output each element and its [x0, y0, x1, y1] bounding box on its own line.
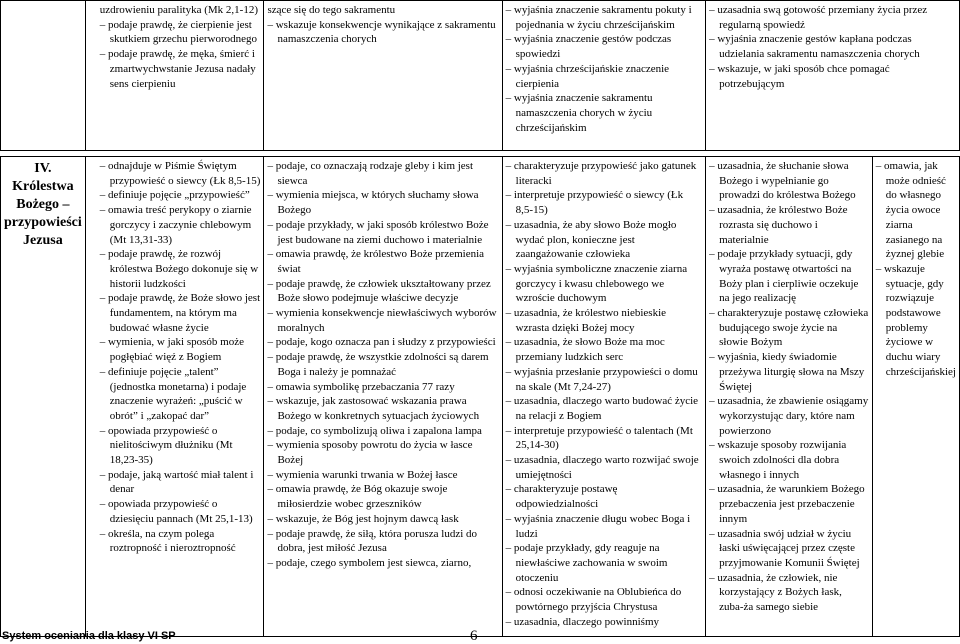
- list-item: – opowiada przypowieść o dziesięciu pannach (Mt 25,1-13): [100, 497, 261, 526]
- list-item: – podaje prawdę, że męka, śmierć i zmartwychwstanie Jezusa nadały sens cierpieniu: [100, 47, 261, 91]
- list-item: – podaje prawdę, że siłą, która porusza ludzi do dobra, jest miłość Jezusa: [267, 527, 498, 556]
- list-item: – odnajduje w Piśmie Świętym przypowieść o siewcy (Łk 8,5-15): [100, 159, 261, 188]
- list-item: – podaje, kogo oznacza pan i słudzy z przypowieści: [267, 335, 498, 350]
- list-item: – interpretuje przypowieść o talentach (Mt 25,14-30): [506, 424, 702, 453]
- list-item: – podaje, czego symbolem jest siewca, ziarno,: [267, 556, 498, 571]
- list-item: – definiuje pojęcie „talent” (jednostka monetarna) i podaje znaczenie wyrażeń: „puścić w obrót” i „zakopać dar”: [100, 365, 261, 424]
- list-item: – podaje prawdę, że cierpienie jest skutkiem grzechu pierworodnego: [100, 18, 261, 47]
- list-item: – uzasadnia swą gotowość przemiany życia przez regularną spowiedź: [709, 3, 956, 32]
- topic-title: IV. Królestwa Bożego – przypowieści Jezusa: [1, 157, 86, 637]
- list-item: – uzasadnia, że warunkiem Bożego przebaczenia jest przebaczenie innym: [709, 482, 869, 526]
- list-item: – wyjaśnia przesłanie przypowieści o domu na skale (Mt 7,24-27): [506, 365, 702, 394]
- list-item: – charakteryzuje postawę odpowiedzialności: [506, 482, 702, 511]
- list-item: – wymienia, w jaki sposób może pogłębiać więź z Bogiem: [100, 335, 261, 364]
- main-row: [1, 157, 960, 637]
- top-row-col2: [264, 1, 502, 151]
- top-row-col3: [502, 1, 705, 151]
- list-item: – uzasadnia, dlaczego warto budować życie na relacji z Bogiem: [506, 394, 702, 423]
- list-item: – wskazuje, że Bóg jest hojnym dawcą łask: [267, 512, 498, 527]
- main-row-col5: [872, 157, 959, 637]
- list-item: – wskazuje, w jaki sposób chce pomagać potrzebującym: [709, 62, 956, 91]
- list-item: – podaje przykłady, w jaki sposób królestwo Boże jest budowane na ziemi duchowo i materialnie: [267, 218, 498, 247]
- page-number: 6: [470, 628, 478, 644]
- list-item: – wymienia konsekwencje niewłaściwych wyborów moralnych: [267, 306, 498, 335]
- list-item: – podaje, co oznaczają rodzaje gleby i kim jest siewca: [267, 159, 498, 188]
- list-item: – uzasadnia, że zbawienie osiągamy wykorzystując dary, które nam powierzono: [709, 394, 869, 438]
- list-item: – interpretuje przypowieść o siewcy (Łk 8,5-15): [506, 188, 702, 217]
- main-row-col4: [706, 157, 873, 637]
- top-row-col4: [706, 1, 960, 151]
- list-item: – podaje przykłady, gdy reaguje na niewłaściwe zachowania w swoim otoczeniu: [506, 541, 702, 585]
- list-item: – omawia, jak może odnieść do własnego życia owoce ziarna zasianego na żyznej glebie: [876, 159, 956, 262]
- list-item: – charakteryzuje przypowieść jako gatunek literacki: [506, 159, 702, 188]
- list-item: – podaje, co symbolizują oliwa i zapalona lampa: [267, 424, 498, 439]
- main-row-col1: [85, 157, 264, 637]
- list-item: – uzasadnia, że królestwo Boże rozrasta się duchowo i materialnie: [709, 203, 869, 247]
- list-item: – wskazuje konsekwencje wynikające z sakramentu namaszczenia chorych: [267, 18, 498, 47]
- list-item: – wyjaśnia znaczenie sakramentu namaszczenia chorych w życiu chrześcijańskim: [506, 91, 702, 135]
- list-item: – podaje, jaką wartość miał talent i denar: [100, 468, 261, 497]
- top-topic-cell: [1, 1, 86, 151]
- top-row-col1: [85, 1, 264, 151]
- main-row-col2: [264, 157, 502, 637]
- list-item: – podaje prawdę, że rozwój królestwa Bożego dokonuje się w historii ludzkości: [100, 247, 261, 291]
- list-item: – uzasadnia, dlaczego warto rozwijać swoje umiejętności: [506, 453, 702, 482]
- list-item: – odnosi oczekiwanie na Oblubieńca do powtórnego przyjścia Chrystusa: [506, 585, 702, 614]
- list-item: – omawia prawdę, że Bóg okazuje swoje miłosierdzie wobec grzeszników: [267, 482, 498, 511]
- list-item: uzdrowieniu paralityka (Mk 2,1-12): [99, 4, 258, 16]
- list-item: – wskazuje sposoby rozwijania swoich zdolności dla dobra własnego i innych: [709, 438, 869, 482]
- list-item: – podaje przykłady sytuacji, gdy wyraża postawę otwartości na Boży plan i cierpliwie oczekuje na jego realizację: [709, 247, 869, 306]
- list-item: – wymienia miejsca, w których słuchamy słowa Bożego: [267, 188, 498, 217]
- list-item: – omawia treść perykopy o ziarnie gorczycy i zaczynie chlebowym (Mt 13,31-33): [100, 203, 261, 247]
- list-item: – wymienia sposoby powrotu do życia w łasce Bożej: [267, 438, 498, 467]
- list-item: – wyjaśnia znaczenie długu wobec Boga i ludzi: [506, 512, 702, 541]
- list-item: – podaje prawdę, że Boże słowo jest fundamentem, na którym ma budować własne życie: [100, 291, 261, 335]
- list-item: – wyjaśnia znaczenie gestów podczas spowiedzi: [506, 32, 702, 61]
- list-item: – wymienia warunki trwania w Bożej łasce: [267, 468, 498, 483]
- list-item: – charakteryzuje postawę człowieka budującego swoje życie na słowie Bożym: [709, 306, 869, 350]
- list-item: – uzasadnia, że słowo Boże ma moc przemiany ludzkich serc: [506, 335, 702, 364]
- list-item: szące się do tego sakramentu: [267, 4, 396, 16]
- list-item: – uzasadnia swój udział w życiu łaski uświęcającej przez częste przyjmowanie Komunii Świętej: [709, 527, 869, 571]
- list-item: – uzasadnia, że człowiek, nie korzystający z Bożych łask, zuba-ża samego siebie: [709, 571, 869, 615]
- list-item: – uzasadnia, że słuchanie słowa Bożego i wypełnianie go prowadzi do królestwa Bożego: [709, 159, 869, 203]
- list-item: – podaje prawdę, że wszystkie zdolności są darem Boga i należy je pomnażać: [267, 350, 498, 379]
- list-item: – podaje prawdę, że człowiek ukształtowany przez Boże słowo podejmuje właściwe decyzje: [267, 277, 498, 306]
- list-item: – uzasadnia, dlaczego powinniśmy: [506, 615, 702, 630]
- list-item: – wyjaśnia znaczenie gestów kapłana podczas udzielania sakramentu namaszczenia chorych: [709, 32, 956, 61]
- list-item: – wskazuje sytuacje, gdy rozwiązuje podstawowe problemy życiowe w duchu wiary chrześcijańskiej: [876, 262, 956, 380]
- list-item: – uzasadnia, że królestwo niebieskie wzrasta dzięki Bożej mocy: [506, 306, 702, 335]
- list-item: – omawia symbolikę przebaczania 77 razy: [267, 380, 498, 395]
- list-item: – określa, na czym polega roztropność i nieroztropność: [100, 527, 261, 556]
- top-row: [1, 1, 960, 151]
- list-item: – wyjaśnia symboliczne znaczenie ziarna gorczycy i kwasu chlebowego we wzroście duchowym: [506, 262, 702, 306]
- list-item: – wyjaśnia znaczenie sakramentu pokuty i pojednania w życiu chrześcijańskim: [506, 3, 702, 32]
- list-item: – definiuje pojęcie „przypowieść”: [100, 188, 261, 203]
- main-row-col3: [502, 157, 705, 637]
- footer-title: System oceniania dla klasy VI SP: [2, 630, 176, 642]
- list-item: – opowiada przypowieść o nielitościwym dłużniku (Mt 18,23-35): [100, 424, 261, 468]
- list-item: – wskazuje, jak zastosować wskazania prawa Bożego w konkretnych sytuacjach życiowych: [267, 394, 498, 423]
- list-item: – omawia prawdę, że królestwo Boże przemienia świat: [267, 247, 498, 276]
- list-item: – wyjaśnia chrześcijańskie znaczenie cierpienia: [506, 62, 702, 91]
- list-item: – uzasadnia, że aby słowo Boże mogło wydać plon, konieczne jest zaangażowanie człowieka: [506, 218, 702, 262]
- list-item: – wyjaśnia, kiedy świadomie przeżywa liturgię słowa na Mszy Świętej: [709, 350, 869, 394]
